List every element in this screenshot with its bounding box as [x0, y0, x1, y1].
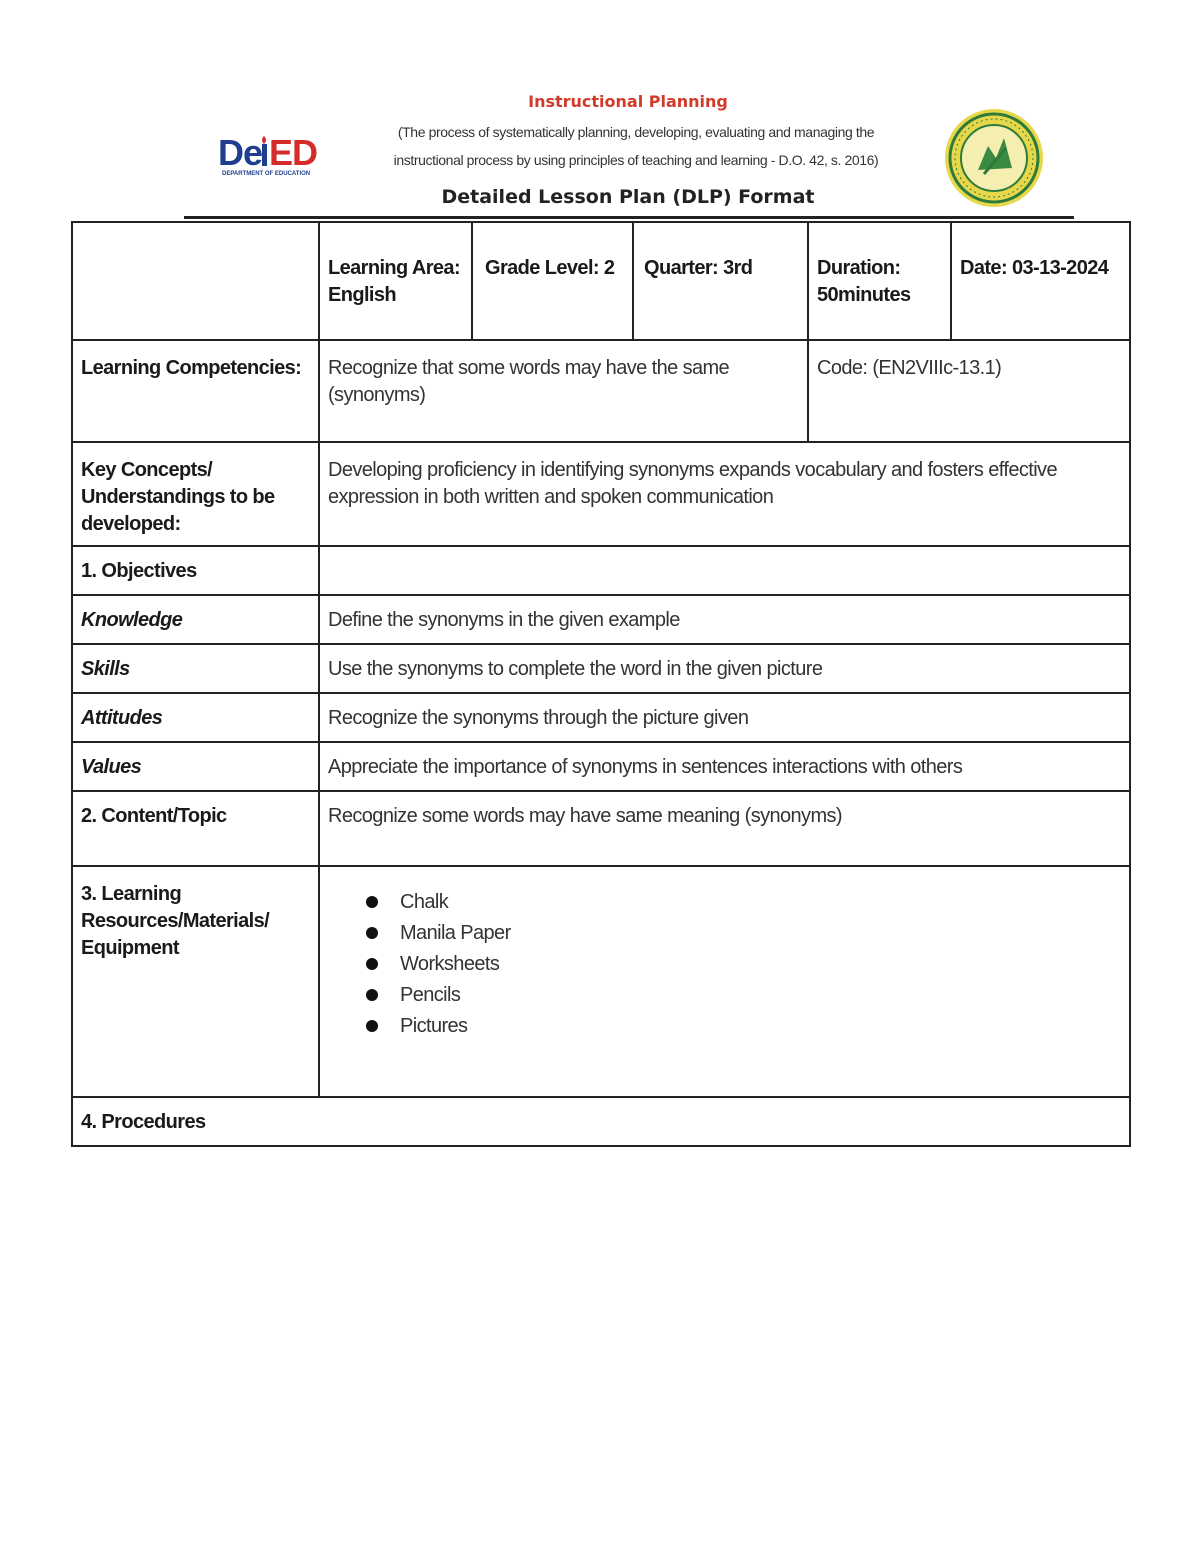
knowledge-value: Define the synonyms in the given example: [319, 595, 1130, 644]
list-item: [366, 980, 1121, 1011]
content-row: [72, 791, 1130, 866]
competencies-row: [72, 340, 1130, 442]
resources-row: [72, 866, 1130, 1097]
list-item: [366, 949, 1121, 980]
objectives-row: [72, 546, 1130, 595]
resource-label: Chalk: [400, 891, 449, 913]
resource-label: Worksheets: [400, 953, 500, 975]
procedures-label: 4. Procedures: [72, 1097, 1130, 1146]
deped-logo: [218, 132, 336, 180]
deped-logo-graphic: [218, 132, 336, 180]
competency-code: Code: (EN2VIIIc-13.1): [808, 340, 1130, 442]
values-row: [72, 742, 1130, 791]
key-concepts-value: Developing proficiency in identifying synonyms expands vocabulary and fosters effective expression in both written and spoken communication: [319, 442, 1130, 546]
description-line-2: instructional process by using principles of teaching and learning - D.O. 42, s. 2016): [393, 152, 879, 168]
knowledge-label: Knowledge: [72, 595, 319, 644]
svg-text:ED: ED: [269, 132, 318, 173]
objectives-value: [319, 546, 1130, 595]
key-concepts-row: [72, 442, 1130, 546]
quarter-cell: Quarter: 3rd: [633, 222, 808, 340]
date-cell: Date: 03-13-2024: [951, 222, 1130, 340]
duration-cell: Duration: 50minutes: [808, 222, 951, 340]
attitudes-row: [72, 693, 1130, 742]
resource-label: Pencils: [400, 984, 461, 1006]
learning-area-cell: Learning Area: English: [319, 222, 472, 340]
skills-value: Use the synonyms to complete the word in the given picture: [319, 644, 1130, 693]
competencies-label: Learning Competencies:: [72, 340, 319, 442]
resources-label: 3. Learning Resources/Materials/ Equipment: [72, 866, 319, 1097]
content-value: Recognize some words may have same meaning (synonyms): [319, 791, 1130, 866]
resource-label: Manila Paper: [400, 922, 511, 944]
attitudes-label: Attitudes: [72, 693, 319, 742]
grade-level-cell: Grade Level: 2: [472, 222, 633, 340]
resources-list: [366, 887, 1121, 1042]
dlp-format-title: Detailed Lesson Plan (DLP) Format: [441, 186, 815, 208]
description-line-1: (The process of systematically planning, developing, evaluating and managing the: [397, 124, 875, 140]
skills-label: Skills: [72, 644, 319, 693]
bullet-icon: [366, 958, 378, 970]
procedures-row: [72, 1097, 1130, 1146]
skills-row: [72, 644, 1130, 693]
list-item: [366, 1011, 1121, 1042]
objectives-label: 1. Objectives: [72, 546, 319, 595]
list-item: [366, 887, 1121, 918]
instructional-planning-title: Instructional Planning: [528, 92, 728, 111]
attitudes-value: Recognize the synonyms through the picture given: [319, 693, 1130, 742]
deped-logo-subtitle: DEPARTMENT OF EDUCATION: [222, 171, 311, 177]
knowledge-row: [72, 595, 1130, 644]
competencies-value: Recognize that some words may have the same (synonyms): [319, 340, 808, 442]
info-row: [72, 222, 1130, 340]
bullet-icon: [366, 896, 378, 908]
header-divider: [184, 216, 1074, 219]
instructional-planning-description: [356, 118, 916, 174]
document-header: [0, 0, 1200, 222]
bullet-icon: [366, 927, 378, 939]
list-item: [366, 918, 1121, 949]
info-blank-cell: [72, 222, 319, 340]
content-label: 2. Content/Topic: [72, 791, 319, 866]
lesson-plan-table: [71, 221, 1131, 1147]
bullet-icon: [366, 1020, 378, 1032]
deped-seal-icon: [944, 108, 1044, 208]
key-concepts-label: Key Concepts/ Understandings to be developed:: [72, 442, 319, 546]
bullet-icon: [366, 989, 378, 1001]
svg-text:De: De: [218, 132, 263, 173]
values-value: Appreciate the importance of synonyms in sentences interactions with others: [319, 742, 1130, 791]
resource-label: Pictures: [400, 1015, 468, 1037]
values-label: Values: [72, 742, 319, 791]
resources-value: [319, 866, 1130, 1097]
